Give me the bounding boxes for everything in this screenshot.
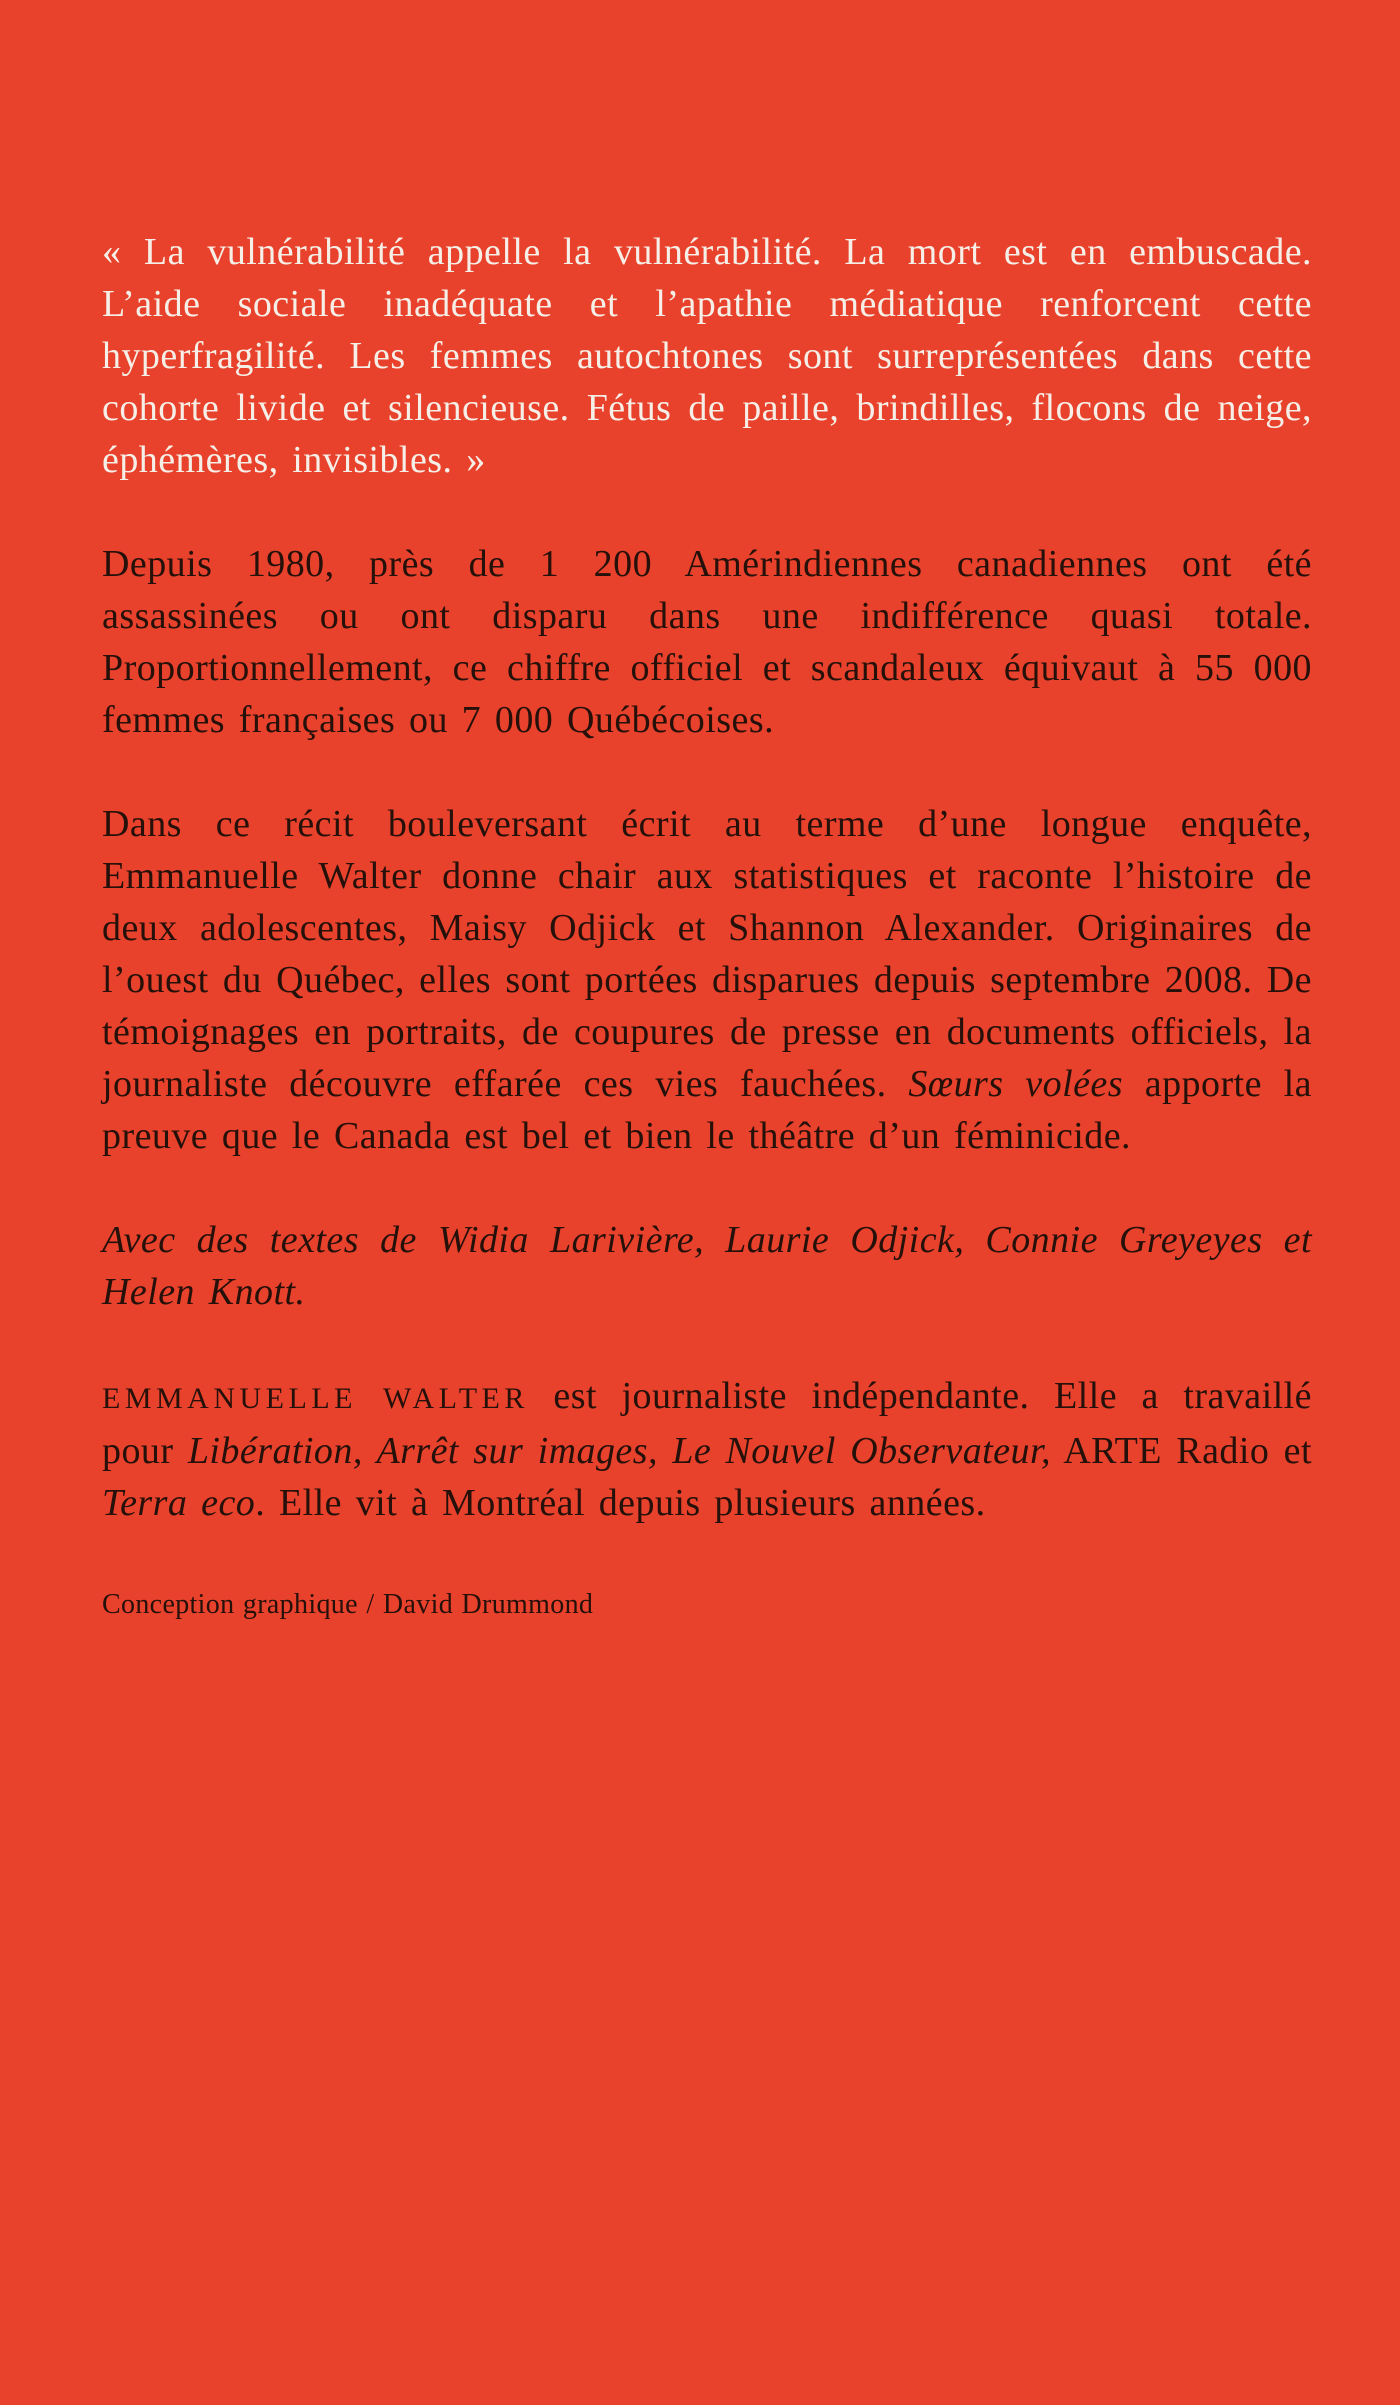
text-run: . Elle vit à Montréal depuis plusieurs années.	[255, 1482, 986, 1524]
press-quote	[102, 226, 1312, 486]
text-run: Depuis 1980, près de 1 200 Amérindiennes canadiennes ont été assassinées ou ont disparu dans une indifférence quasi totale. Proportionnellement, ce chiffre officiel et scandaleux équivaut à 55 000 femmes françaises ou 7 000 Québécoises.	[102, 543, 1312, 741]
text-run: « La vulnérabilité appelle la vulnérabilité. La mort est en embuscade. L’aide sociale inadéquate et l’apathie médiatique renforcent cette hyperfragilité. Les femmes autochtones sont surreprésentées dans cette cohorte livide et silencieuse. Fétus de paille, brindilles, flocons de neige, éphémères, invisibles. »	[102, 231, 1312, 481]
synopsis	[102, 538, 1312, 1529]
text-run: ARTE Radio et	[1050, 1430, 1313, 1472]
text-run: Dans ce récit bouleversant écrit au terme d’une longue enquête, Emmanuelle Walter donne chair aux statistiques et raconte l’histoire de deux adolescentes, Maisy Odjick et Shannon Alexander. Originaires de l’ouest du Québec, elles sont portées disparues depuis septembre 2008. De témoignages en portraits, de coupures de presse en documents officiels, la journaliste découvre effarée ces vies fauchées.	[102, 803, 1312, 1105]
text-run: est journaliste indépendante. Elle a travaillé pour	[102, 1375, 1312, 1472]
italic-run: Avec des textes de Widia Larivière, Laurie Odjick, Connie Greyeyes et Helen Knott.	[102, 1219, 1312, 1313]
paragraph	[102, 1214, 1312, 1318]
italic-run: Libération, Arrêt sur images, Le Nouvel Observateur,	[187, 1430, 1051, 1472]
text-run: apporte la preuve que le Canada est bel et bien le théâtre d’un féminicide.	[102, 1063, 1312, 1157]
paragraph	[102, 798, 1312, 1162]
design-credit: Conception graphique / David Drummond	[102, 1589, 594, 1620]
paragraph	[102, 538, 1312, 746]
italic-run: Terra eco	[102, 1482, 256, 1524]
paragraph	[102, 1370, 1312, 1529]
author-name: EMMANUELLE WALTER	[102, 1382, 529, 1415]
italic-run: Sœurs volées	[908, 1063, 1123, 1105]
